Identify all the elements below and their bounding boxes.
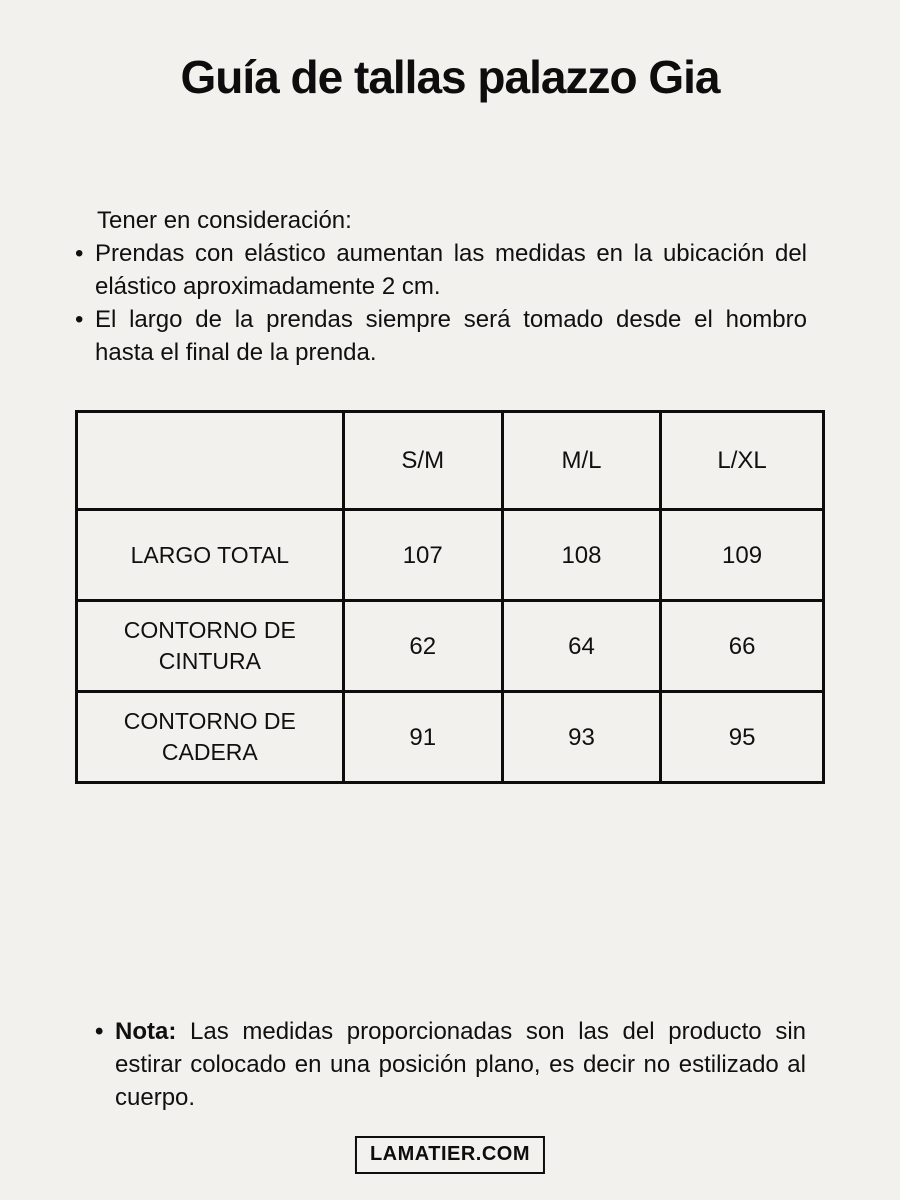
list-item: • Prendas con elástico aumentan las medidas en la ubicación del elástico aproximadamente 2 cm. (75, 237, 807, 303)
list-item: • El largo de la prendas siempre será tomado desde el hombro hasta el final de la prenda. (75, 303, 807, 369)
considerations-heading: Tener en consideración: (97, 207, 352, 234)
table-cell: 64 (502, 601, 660, 692)
table-cell: 108 (502, 510, 660, 601)
table-row (77, 601, 824, 692)
table-row (77, 692, 824, 783)
footer-brand: LAMATIER.COM (369, 1143, 531, 1165)
column-header-sm: S/M (343, 412, 502, 510)
size-table (75, 410, 825, 784)
table-corner-cell (77, 412, 344, 510)
column-header-lxl: L/XL (661, 412, 824, 510)
note-text: Las medidas proporcionadas son las del producto sin estirar colocado en una posición plano, es decir no estilizado al cuerpo. (115, 1018, 806, 1111)
note-item (95, 1015, 806, 1114)
considerations-list (75, 237, 807, 369)
table-cell: 109 (661, 510, 824, 601)
row-label: CONTORNO DE CADERA (77, 692, 344, 783)
footer-brand-box (355, 1136, 545, 1174)
column-header-ml: M/L (502, 412, 660, 510)
considerations-section (75, 204, 807, 369)
table-cell: 93 (502, 692, 660, 783)
note-section (95, 1015, 806, 1114)
row-label: LARGO TOTAL (77, 510, 344, 601)
table-row (77, 510, 824, 601)
note-label: Nota: (115, 1018, 177, 1045)
page-title: Guía de tallas palazzo Gia (180, 51, 720, 103)
table-cell: 66 (661, 601, 824, 692)
row-label: CONTORNO DE CINTURA (77, 601, 344, 692)
table-cell: 62 (343, 601, 502, 692)
table-cell: 107 (343, 510, 502, 601)
table-header-row (77, 412, 824, 510)
table-cell: 95 (661, 692, 824, 783)
table-cell: 91 (343, 692, 502, 783)
